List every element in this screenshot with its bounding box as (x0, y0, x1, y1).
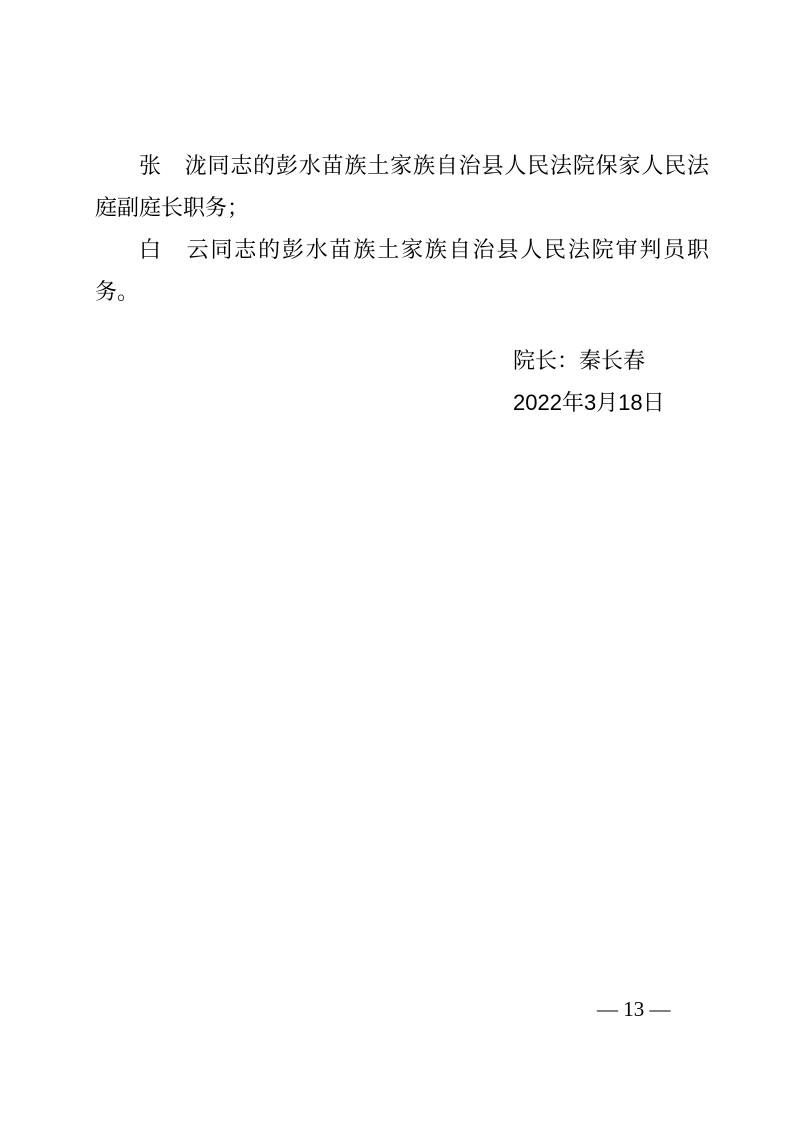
page-number: — 13 — (597, 997, 671, 1021)
signer-title-name: 院长：秦长春 (513, 348, 646, 373)
paragraph-removal-zhang: 张 泷同志的彭水苗族土家族自治县人民法院保家人民法庭副庭长职务； (95, 153, 709, 220)
signature-date: 2022年3月18日 (513, 390, 665, 415)
signature-block (513, 340, 709, 424)
paragraph-removal-bai: 白 云同志的彭水苗族土家族自治县人民法院审判员职务。 (95, 237, 709, 304)
document-body (95, 145, 709, 424)
